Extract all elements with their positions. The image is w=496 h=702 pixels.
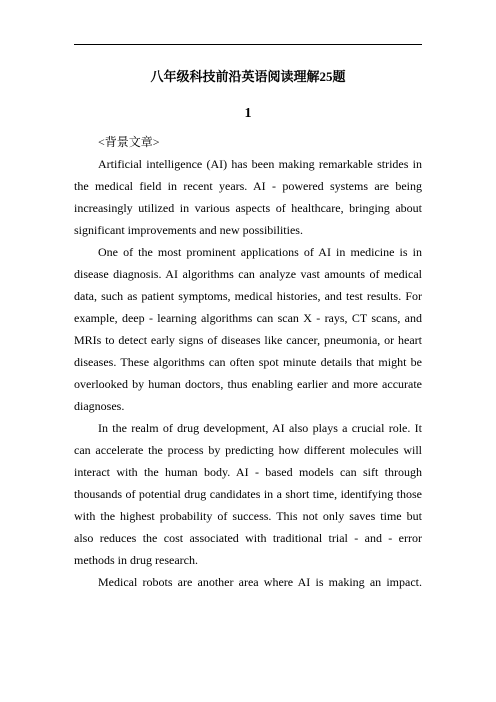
paragraph-1: Artificial intelligence (AI) has been making remarkable strides in the medical field in recent years. AI - powered systems are being increasingly utilized in various aspects of healthcare, bringing about significant improvements and new possibilities.	[74, 157, 422, 237]
background-article-tag: <背景文章>	[98, 135, 160, 149]
section-number: 1	[244, 106, 252, 121]
paragraph-3: In the realm of drug development, AI also plays a crucial role. It can accelerate the process by predicting how different molecules will interact with the human body. AI - based models can sift through thousands of potential drug candidates in a short time, identifying those with the highest probability of success. This not only saves time but also reduces the cost associated with traditional trial - and - error methods in drug research.	[74, 421, 422, 567]
article-body	[74, 131, 422, 593]
paragraph-4: Medical robots are another area where AI is making an impact.	[98, 575, 422, 589]
header-rule	[74, 44, 422, 45]
paragraph-2: One of the most prominent applications of AI in medicine is in disease diagnosis. AI algorithms can analyze vast amounts of medical data, such as patient symptoms, medical histories, and test results. For example, deep - learning algorithms can scan X - rays, CT scans, and MRIs to detect early signs of diseases like cancer, pneumonia, or heart diseases. These algorithms can often spot minute details that might be overlooked by human doctors, thus enabling earlier and more accurate diagnoses.	[74, 245, 422, 413]
document-title: 八年级科技前沿英语阅读理解25题	[150, 69, 346, 84]
